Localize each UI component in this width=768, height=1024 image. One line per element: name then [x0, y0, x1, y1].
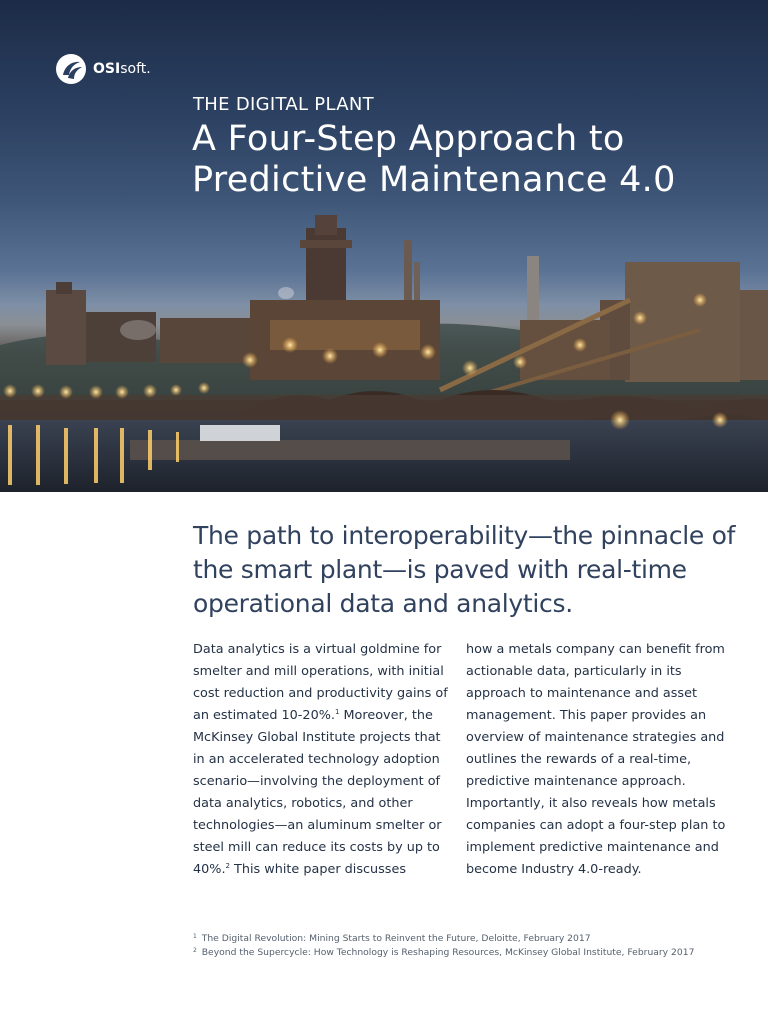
- body-column-left: [193, 639, 455, 881]
- section-kicker: THE DIGITAL PLANT: [193, 94, 374, 115]
- body-column-right: how a metals company can benefit from actionable data, particularly in its approach to maintenance and asset management. This paper provides an overview of maintenance strategies and outlines the rewards of a real-time, predictive maintenance approach. Importantly, it also reveals how metals companies can adopt a four-step plan to implement predictive maintenance and become Industry 4.0-ready.: [466, 642, 726, 877]
- brand-wordmark: OSIsoft.: [93, 61, 151, 77]
- brand-logo: [55, 53, 151, 85]
- footnote-item: [193, 946, 753, 960]
- body-text: This white paper discusses: [229, 862, 407, 877]
- footnote-item: [193, 932, 753, 946]
- footnote-ref: 2: [225, 862, 230, 870]
- osisoft-logo-icon: [55, 53, 87, 85]
- footnotes: [193, 932, 753, 960]
- body-text: Moreover, the McKinsey Global Institute projects that in an accelerated technology adoption scenario—involving the deployment of data analytics, robotics, and other technologies—an aluminum smelter or steel mill can reduce its costs by up to 40%.: [193, 708, 442, 877]
- hero-image: [0, 0, 768, 492]
- body-text: Data analytics is a virtual goldmine for smelter and mill operations, with initial cost reduction and productivity gains of an estimated 10-20%.: [193, 642, 448, 723]
- footnote-ref: 1: [334, 708, 340, 716]
- lead-statement: The path to interoperability—the pinnacle of the smart plant—is paved with real-time operational data and analytics.: [193, 521, 736, 618]
- footnote-text: The Digital Revolution: Mining Starts to Reinvent the Future, Deloitte, February 2017: [201, 933, 591, 944]
- footnote-number: 2: [193, 947, 197, 954]
- footnote-text: Beyond the Supercycle: How Technology is Reshaping Resources, McKinsey Global Institute, February 2017: [201, 947, 695, 958]
- footnote-number: 1: [193, 933, 197, 940]
- page-title: A Four-Step Approach to Predictive Maintenance 4.0: [192, 119, 676, 200]
